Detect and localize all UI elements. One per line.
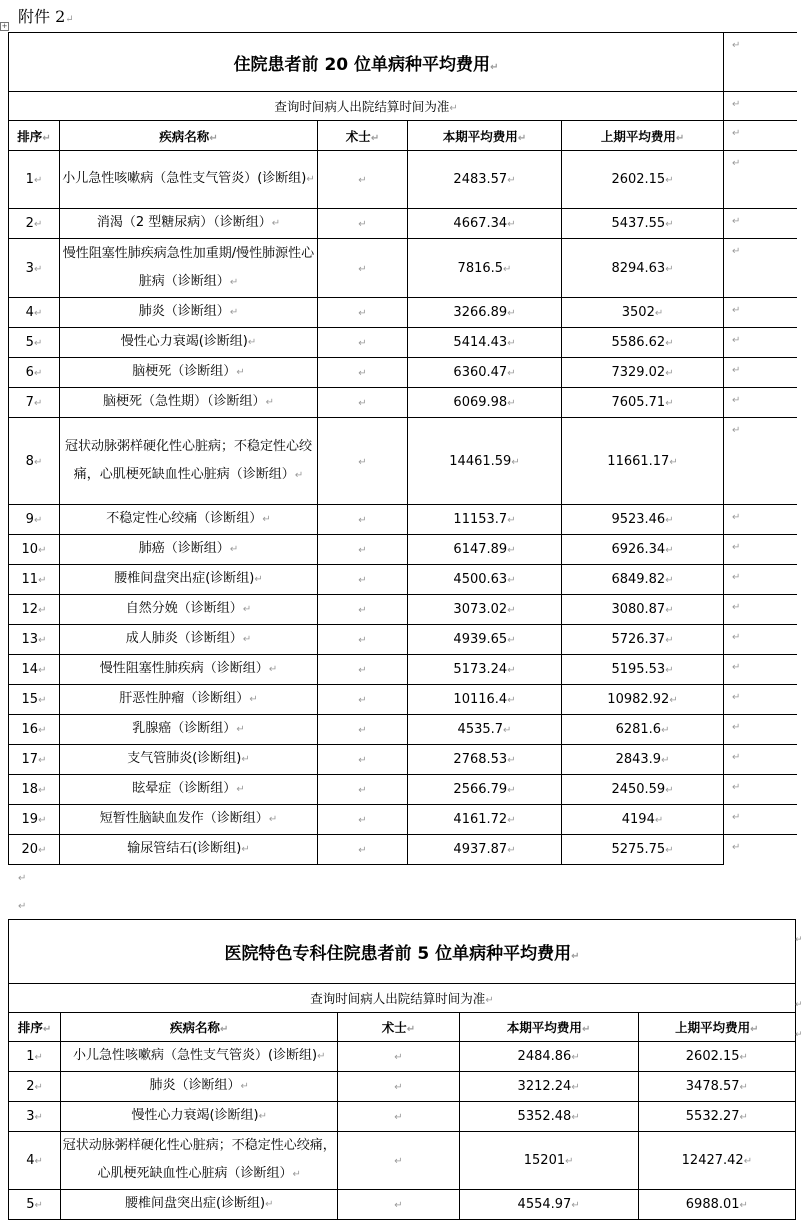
header-previous-avg: 上期平均费用↵ — [562, 121, 724, 151]
side-cell: ↵ — [724, 535, 797, 565]
side-cell: ↵ — [724, 745, 797, 775]
previous-avg-cell: 5275.75↵ — [562, 835, 724, 865]
surgery-cell: ↵ — [318, 298, 408, 328]
rank-cell: 3↵ — [9, 239, 60, 298]
table-title-row — [9, 33, 797, 92]
current-avg-cell: 4535.7↵ — [408, 715, 562, 745]
disease-name-cell: 肺炎（诊断组）↵ — [60, 298, 318, 328]
previous-avg-cell: 5586.62↵ — [562, 328, 724, 358]
header-disease: 疾病名称↵ — [60, 121, 318, 151]
current-avg-cell: 3073.02↵ — [408, 595, 562, 625]
disease-name-cell: 肝恶性肿瘤（诊断组）↵ — [60, 685, 318, 715]
rank-cell: 17↵ — [9, 745, 60, 775]
table-row — [9, 805, 797, 835]
header-rank: 排序↵ — [9, 1013, 61, 1042]
previous-avg-cell: 2602.15↵ — [562, 151, 724, 209]
header-rank: 排序↵ — [9, 121, 60, 151]
side-cell: ↵ — [724, 505, 797, 535]
side-cell: ↵ — [724, 715, 797, 745]
current-avg-cell: 2483.57↵ — [408, 151, 562, 209]
table-top20 — [8, 32, 797, 865]
surgery-cell: ↵ — [318, 151, 408, 209]
rank-cell: 9↵ — [9, 505, 60, 535]
current-avg-cell: 4500.63↵ — [408, 565, 562, 595]
previous-avg-cell: 6849.82↵ — [562, 565, 724, 595]
table-row — [9, 565, 797, 595]
disease-name-cell: 慢性心力衰竭(诊断组)↵ — [61, 1102, 338, 1132]
surgery-cell: ↵ — [318, 505, 408, 535]
rank-cell: 13↵ — [9, 625, 60, 655]
surgery-cell: ↵ — [338, 1102, 459, 1132]
surgery-cell: ↵ — [318, 565, 408, 595]
table-title-row — [9, 920, 796, 984]
paragraph-mark: ↵ — [18, 901, 27, 912]
rank-cell: 12↵ — [9, 595, 60, 625]
previous-avg-cell: 2602.15↵ — [638, 1042, 795, 1072]
table-specialty-top5 — [8, 919, 796, 1220]
side-cell: ↵ — [724, 121, 797, 151]
side-cell: ↵ — [724, 151, 797, 209]
disease-name-cell: 慢性心力衰竭(诊断组)↵ — [60, 328, 318, 358]
table-anchor-icon[interactable]: + — [1, 22, 8, 30]
table-row — [9, 1190, 796, 1220]
disease-name-cell: 小儿急性咳嗽病（急性支气管炎）(诊断组)↵ — [60, 151, 318, 209]
table-title: 医院特色专科住院患者前 5 位单病种平均费用↵ — [9, 920, 796, 984]
disease-name-cell: 慢性阻塞性肺疾病急性加重期/慢性肺源性心脏病（诊断组）↵ — [60, 239, 318, 298]
rank-cell: 10↵ — [9, 535, 60, 565]
surgery-cell: ↵ — [318, 805, 408, 835]
disease-name-cell: 小儿急性咳嗽病（急性支气管炎）(诊断组)↵ — [61, 1042, 338, 1072]
surgery-cell: ↵ — [318, 418, 408, 505]
previous-avg-cell: 6926.34↵ — [562, 535, 724, 565]
table-row — [9, 1102, 796, 1132]
side-cell: ↵ — [724, 595, 797, 625]
rank-cell: 2↵ — [9, 209, 60, 239]
disease-name-cell: 冠状动脉粥样硬化性心脏病；不稳定性心绞痛，心肌梗死缺血性心脏病（诊断组）↵ — [60, 418, 318, 505]
table-row — [9, 388, 797, 418]
rank-cell: 1↵ — [9, 1042, 61, 1072]
rank-cell: 11↵ — [9, 565, 60, 595]
current-avg-cell: 3212.24↵ — [459, 1072, 638, 1102]
current-avg-cell: 10116.4↵ — [408, 685, 562, 715]
surgery-cell: ↵ — [318, 775, 408, 805]
surgery-cell: ↵ — [318, 655, 408, 685]
current-avg-cell: 4937.87↵ — [408, 835, 562, 865]
header-surgery: 术士↵ — [338, 1013, 459, 1042]
disease-name-cell: 脑梗死（急性期）（诊断组）↵ — [60, 388, 318, 418]
current-avg-cell: 2768.53↵ — [408, 745, 562, 775]
surgery-cell: ↵ — [338, 1072, 459, 1102]
surgery-cell: ↵ — [318, 209, 408, 239]
current-avg-cell: 5414.43↵ — [408, 328, 562, 358]
table-row — [9, 655, 797, 685]
table-subtitle-row — [9, 92, 797, 121]
table-row — [9, 239, 797, 298]
previous-avg-cell: 2843.9↵ — [562, 745, 724, 775]
rank-cell: 20↵ — [9, 835, 60, 865]
rank-cell: 2↵ — [9, 1072, 61, 1102]
surgery-cell: ↵ — [318, 745, 408, 775]
side-cell: ↵ — [724, 418, 797, 505]
rank-cell: 7↵ — [9, 388, 60, 418]
rank-cell: 1↵ — [9, 151, 60, 209]
previous-avg-cell: 3080.87↵ — [562, 595, 724, 625]
disease-name-cell: 肺炎（诊断组）↵ — [61, 1072, 338, 1102]
table-row — [9, 715, 797, 745]
current-avg-cell: 4667.34↵ — [408, 209, 562, 239]
table-row — [9, 745, 797, 775]
surgery-cell: ↵ — [318, 535, 408, 565]
header-surgery: 术士↵ — [318, 121, 408, 151]
previous-avg-cell: 7605.71↵ — [562, 388, 724, 418]
right-margin-mark: ↵ — [795, 1000, 803, 1010]
side-cell: ↵ — [724, 685, 797, 715]
table-row — [9, 775, 797, 805]
surgery-cell: ↵ — [338, 1132, 459, 1190]
rank-cell: 16↵ — [9, 715, 60, 745]
disease-name-cell: 冠状动脉粥样硬化性心脏病；不稳定性心绞痛，心肌梗死缺血性心脏病（诊断组）↵ — [61, 1132, 338, 1190]
current-avg-cell: 6069.98↵ — [408, 388, 562, 418]
current-avg-cell: 2484.86↵ — [459, 1042, 638, 1072]
current-avg-cell: 4554.97↵ — [459, 1190, 638, 1220]
current-avg-cell: 3266.89↵ — [408, 298, 562, 328]
table-row — [9, 835, 797, 865]
previous-avg-cell: 12427.42↵ — [638, 1132, 795, 1190]
table-row — [9, 328, 797, 358]
previous-avg-cell: 3478.57↵ — [638, 1072, 795, 1102]
current-avg-cell: 5352.48↵ — [459, 1102, 638, 1132]
table-row — [9, 358, 797, 388]
current-avg-cell: 15201↵ — [459, 1132, 638, 1190]
table-row — [9, 151, 797, 209]
side-cell: ↵ — [724, 239, 797, 298]
header-disease: 疾病名称↵ — [61, 1013, 338, 1042]
header-current-avg: 本期平均费用↵ — [408, 121, 562, 151]
right-margin-mark: ↵ — [795, 1030, 803, 1040]
current-avg-cell: 4939.65↵ — [408, 625, 562, 655]
current-avg-cell: 6360.47↵ — [408, 358, 562, 388]
rank-cell: 3↵ — [9, 1102, 61, 1132]
previous-avg-cell: 5437.55↵ — [562, 209, 724, 239]
right-margin-mark: ↵ — [795, 935, 803, 945]
previous-avg-cell: 11661.17↵ — [562, 418, 724, 505]
current-avg-cell: 4161.72↵ — [408, 805, 562, 835]
disease-name-cell: 眩晕症（诊断组）↵ — [60, 775, 318, 805]
side-cell: ↵ — [724, 388, 797, 418]
disease-name-cell: 慢性阻塞性肺疾病（诊断组）↵ — [60, 655, 318, 685]
table-row — [9, 418, 797, 505]
disease-name-cell: 脑梗死（诊断组）↵ — [60, 358, 318, 388]
disease-name-cell: 输尿管结石(诊断组)↵ — [60, 835, 318, 865]
previous-avg-cell: 6281.6↵ — [562, 715, 724, 745]
side-cell: ↵ — [724, 33, 797, 92]
side-cell: ↵ — [724, 805, 797, 835]
surgery-cell: ↵ — [318, 239, 408, 298]
previous-avg-cell: 5195.53↵ — [562, 655, 724, 685]
table-row — [9, 685, 797, 715]
rank-cell: 15↵ — [9, 685, 60, 715]
rank-cell: 14↵ — [9, 655, 60, 685]
side-cell: ↵ — [724, 209, 797, 239]
table-row — [9, 298, 797, 328]
rank-cell: 4↵ — [9, 298, 60, 328]
current-avg-cell: 5173.24↵ — [408, 655, 562, 685]
table-row — [9, 1132, 796, 1190]
surgery-cell: ↵ — [318, 715, 408, 745]
header-current-avg: 本期平均费用↵ — [459, 1013, 638, 1042]
rank-cell: 19↵ — [9, 805, 60, 835]
previous-avg-cell: 10982.92↵ — [562, 685, 724, 715]
table-row — [9, 505, 797, 535]
table-row — [9, 1042, 796, 1072]
surgery-cell: ↵ — [318, 685, 408, 715]
current-avg-cell: 2566.79↵ — [408, 775, 562, 805]
side-cell: ↵ — [724, 92, 797, 121]
table-title: 住院患者前 20 位单病种平均费用↵ — [9, 33, 724, 92]
side-cell: ↵ — [724, 835, 797, 865]
table-header-row — [9, 1013, 796, 1042]
previous-avg-cell: 9523.46↵ — [562, 505, 724, 535]
rank-cell: 8↵ — [9, 418, 60, 505]
current-avg-cell: 7816.5↵ — [408, 239, 562, 298]
disease-name-cell: 自然分娩（诊断组）↵ — [60, 595, 318, 625]
side-cell: ↵ — [724, 298, 797, 328]
rank-cell: 5↵ — [9, 1190, 61, 1220]
surgery-cell: ↵ — [318, 358, 408, 388]
attachment-label: 附件 2↵ — [18, 7, 74, 26]
disease-name-cell: 短暂性脑缺血发作（诊断组）↵ — [60, 805, 318, 835]
surgery-cell: ↵ — [338, 1042, 459, 1072]
disease-name-cell: 腰椎间盘突出症(诊断组)↵ — [60, 565, 318, 595]
surgery-cell: ↵ — [318, 595, 408, 625]
table-row — [9, 209, 797, 239]
paragraph-mark: ↵ — [18, 873, 27, 884]
previous-avg-cell: 3502↵ — [562, 298, 724, 328]
table-header-row — [9, 121, 797, 151]
surgery-cell: ↵ — [318, 388, 408, 418]
header-previous-avg: 上期平均费用↵ — [638, 1013, 795, 1042]
table-row — [9, 1072, 796, 1102]
table-row — [9, 625, 797, 655]
surgery-cell: ↵ — [318, 835, 408, 865]
previous-avg-cell: 5532.27↵ — [638, 1102, 795, 1132]
side-cell: ↵ — [724, 625, 797, 655]
previous-avg-cell: 5726.37↵ — [562, 625, 724, 655]
side-cell: ↵ — [724, 328, 797, 358]
rank-cell: 18↵ — [9, 775, 60, 805]
table-subtitle: 查询时间病人出院结算时间为准↵ — [9, 92, 724, 121]
previous-avg-cell: 7329.02↵ — [562, 358, 724, 388]
previous-avg-cell: 6988.01↵ — [638, 1190, 795, 1220]
disease-name-cell: 成人肺炎（诊断组）↵ — [60, 625, 318, 655]
rank-cell: 4↵ — [9, 1132, 61, 1190]
current-avg-cell: 11153.7↵ — [408, 505, 562, 535]
disease-name-cell: 不稳定性心绞痛（诊断组）↵ — [60, 505, 318, 535]
disease-name-cell: 肺癌（诊断组）↵ — [60, 535, 318, 565]
disease-name-cell: 支气管肺炎(诊断组)↵ — [60, 745, 318, 775]
table-row — [9, 535, 797, 565]
previous-avg-cell: 4194↵ — [562, 805, 724, 835]
previous-avg-cell: 8294.63↵ — [562, 239, 724, 298]
surgery-cell: ↵ — [318, 328, 408, 358]
table-subtitle: 查询时间病人出院结算时间为准↵ — [9, 984, 796, 1013]
previous-avg-cell: 2450.59↵ — [562, 775, 724, 805]
side-cell: ↵ — [724, 775, 797, 805]
side-cell: ↵ — [724, 358, 797, 388]
rank-cell: 5↵ — [9, 328, 60, 358]
side-cell: ↵ — [724, 655, 797, 685]
disease-name-cell: 腰椎间盘突出症(诊断组)↵ — [61, 1190, 338, 1220]
table-row — [9, 595, 797, 625]
current-avg-cell: 14461.59↵ — [408, 418, 562, 505]
table-subtitle-row — [9, 984, 796, 1013]
disease-name-cell: 乳腺癌（诊断组）↵ — [60, 715, 318, 745]
current-avg-cell: 6147.89↵ — [408, 535, 562, 565]
disease-name-cell: 消渴（2 型糖尿病）（诊断组）↵ — [60, 209, 318, 239]
surgery-cell: ↵ — [338, 1190, 459, 1220]
rank-cell: 6↵ — [9, 358, 60, 388]
side-cell: ↵ — [724, 565, 797, 595]
surgery-cell: ↵ — [318, 625, 408, 655]
